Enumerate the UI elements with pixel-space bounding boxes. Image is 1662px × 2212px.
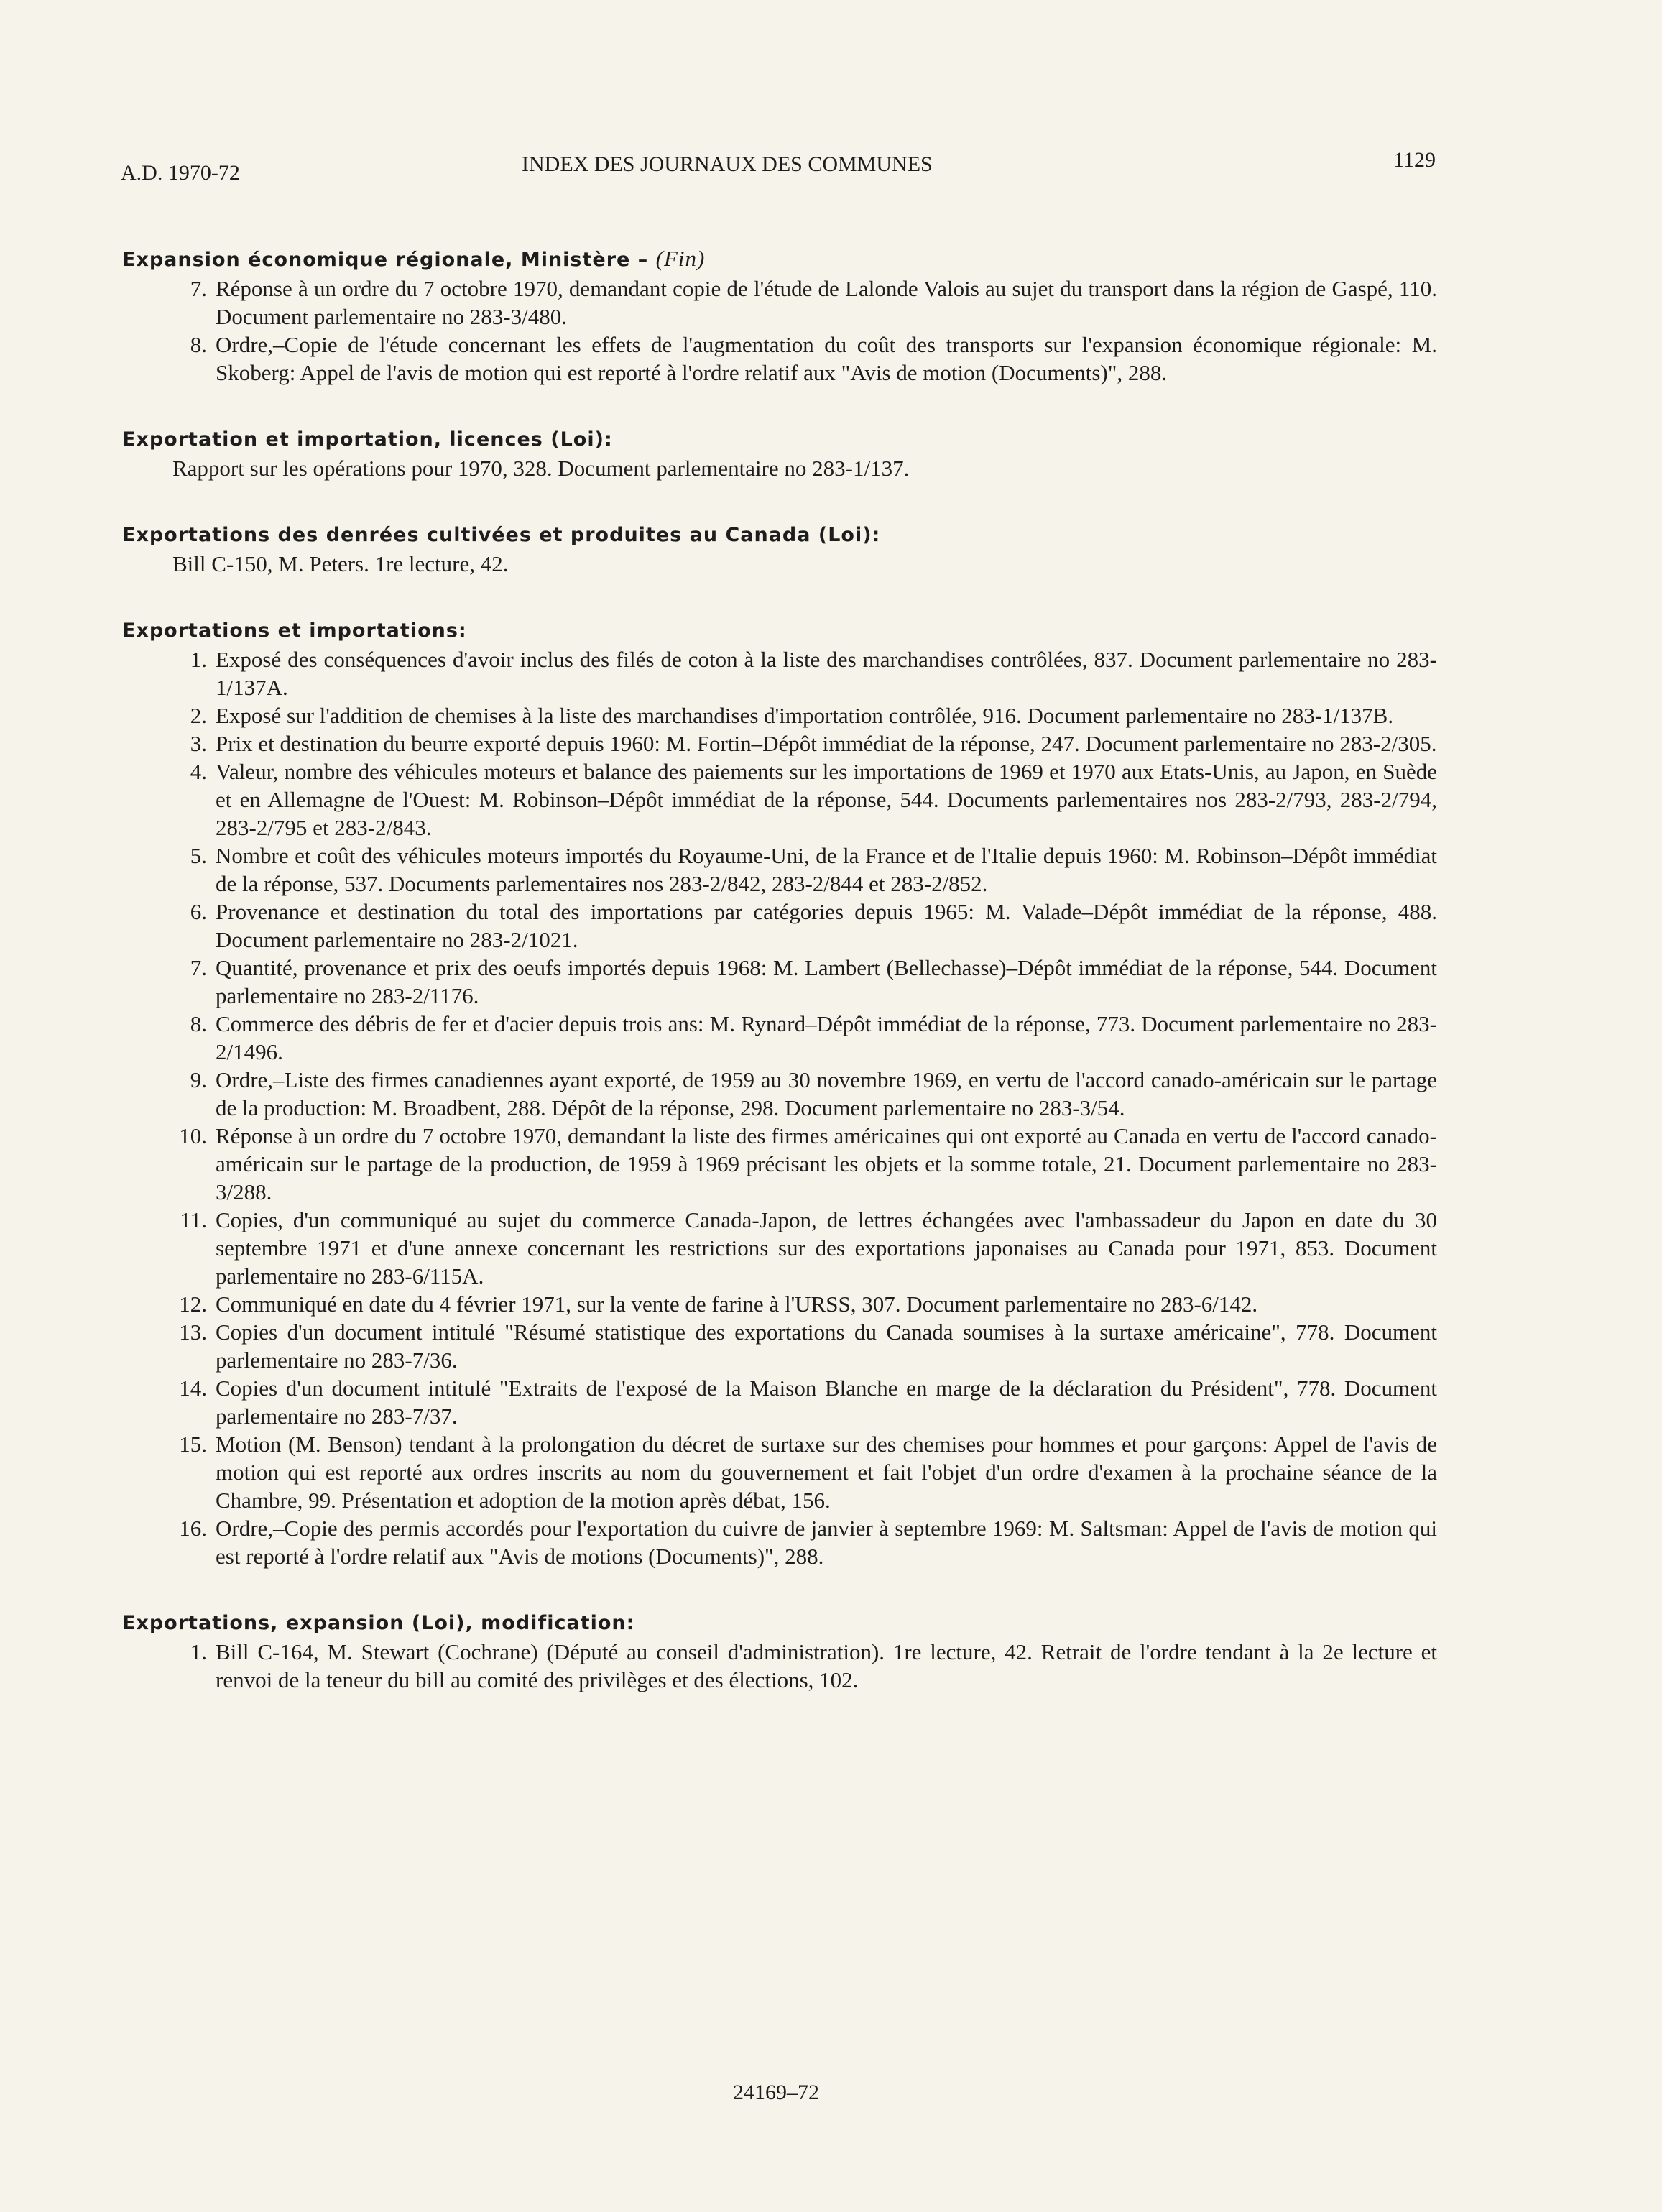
index-entry: 5. Nombre et coût des véhicules moteurs importés du Royaume-Uni, de la France et de l'Italie depuis 1960: M. Robinson–Dépôt immédiat de la réponse, 537. Documents parlementaires nos 283-2/842, 283-2/844 et 283-2/852. (190, 843, 1437, 896)
index-section (122, 617, 1437, 1570)
index-entry: 15. Motion (M. Benson) tendant à la prolongation du décret de surtaxe sur des chemises pour hommes et pour garçons: Appel de l'avis de motion qui est reporté aux ordres inscrits au nom du gouvernement et fait l'objet d'un ordre d'examen à la prochaine séance de la Chambre, 99. Présentation et adoption de la motion après débat, 156. (179, 1432, 1437, 1513)
index-entry: 4. Valeur, nombre des véhicules moteurs et balance des paiements sur les importations de 1969 et 1970 aux Etats-Unis, au Japon, en Suède et en Allemagne de l'Ouest: M. Robinson–Dépôt immédiat de la réponse, 544. Documents parlementaires nos 283-2/793, 283-2/794, 283-2/795 et 283-2/843. (190, 759, 1437, 840)
index-entry: 3. Prix et destination du beurre exporté depuis 1960: M. Fortin–Dépôt immédiat de la réponse, 247. Document parlementaire no 283-2/305. (190, 731, 1437, 756)
index-entry: 10. Réponse à un ordre du 7 octobre 1970, demandant la liste des firmes américaines qui ont exporté au Canada en vertu de l'accord canado-américain sur le partage de la production, de 1959 à 1969 précisant les objets et la somme totale, 21. Document parlementaire no 283-3/288. (179, 1123, 1437, 1204)
index-entry: 14. Copies d'un document intitulé "Extraits de l'exposé de la Maison Blanche en marge de la déclaration du Président", 778. Document parlementaire no 283-7/37. (179, 1375, 1437, 1429)
index-entry: 16. Ordre,–Copie des permis accordés pour l'exportation du cuivre de janvier à septembre 1969: M. Saltsman: Appel de l'avis de motion qui est reporté à l'ordre relatif aux "Avis de motions (Documents)", 288. (179, 1516, 1437, 1569)
index-entry: 9. Ordre,–Liste des firmes canadiennes ayant exporté, de 1959 au 30 novembre 1969, en vertu de l'accord canado-américain sur le partage de la production: M. Broadbent, 288. Dépôt de la réponse, 298. Document parlementaire no 283-3/54. (190, 1067, 1437, 1120)
index-entry: 8. Commerce des débris de fer et d'acier depuis trois ans: M. Rynard–Dépôt immédiat de la réponse, 773. Document parlementaire no 283-2/1496. (190, 1011, 1437, 1064)
index-entry: Bill C-150, M. Peters. 1re lecture, 42. (172, 551, 509, 576)
page-footer: 24169–72 (733, 2080, 819, 2104)
index-entry: Rapport sur les opérations pour 1970, 328. Document parlementaire no 283-1/137. (172, 456, 910, 481)
section-heading: Exportation et importation, licences (Loi): (122, 428, 613, 451)
index-entry: 8. Ordre,–Copie de l'étude concernant les effets de l'augmentation du coût des transports sur l'expansion économique régionale: M. Skoberg: Appel de l'avis de motion qui est reporté à l'ordre relatif aux "Avis de motion (Documents)", 288. (190, 332, 1437, 385)
index-section (122, 425, 1437, 482)
index-entry: 1. Exposé des conséquences d'avoir inclus des filés de coton à la liste des marchandises contrôlées, 837. Document parlementaire no 283-1/137A. (190, 647, 1437, 700)
section-heading: Exportations, expansion (Loi), modification: (122, 1612, 635, 1634)
section-heading: Expansion économique régionale, Ministère – (Fin) (122, 246, 706, 271)
page-number: 1129 (1393, 148, 1436, 172)
page-header (121, 148, 1436, 184)
header-title: INDEX DES JOURNAUX DES COMMUNES (522, 152, 933, 176)
index-section (122, 1609, 1437, 1694)
index-entry: 13. Copies d'un document intitulé "Résumé statistique des exportations du Canada soumises à la surtaxe américaine", 778. Document parlementaire no 283-7/36. (179, 1319, 1437, 1373)
index-entry: 1. Bill C-164, M. Stewart (Cochrane) (Député au conseil d'administration). 1re lecture, 42. Retrait de l'ordre tendant à la 2e lecture et renvoi de la teneur du bill au comité des privilèges et des élections, 102. (190, 1639, 1437, 1692)
section-heading: Exportations des denrées cultivées et produites au Canada (Loi): (122, 524, 881, 546)
index-section (122, 521, 1437, 578)
index-section (122, 244, 1437, 387)
index-content (122, 244, 1437, 1733)
section-heading: Exportations et importations: (122, 619, 467, 642)
index-entry: 7. Quantité, provenance et prix des oeufs importés depuis 1968: M. Lambert (Bellechasse)–Dépôt immédiat de la réponse, 544. Document parlementaire no 283-2/1176. (190, 955, 1437, 1008)
index-entry: 7. Réponse à un ordre du 7 octobre 1970, demandant copie de l'étude de Lalonde Valois au sujet du transport dans la région de Gaspé, 110. Document parlementaire no 283-3/480. (190, 276, 1437, 329)
index-entry: 11. Copies, d'un communiqué au sujet du commerce Canada-Japon, de lettres échangées avec l'ambassadeur du Japon en date du 30 septembre 1971 et d'une annexe concernant les restrictions sur des exportations japonaises au Canada pour 1971, 853. Document parlementaire no 283-6/115A. (180, 1207, 1437, 1289)
index-entry: 2. Exposé sur l'addition de chemises à la liste des marchandises d'importation contrôlée, 916. Document parlementaire no 283-1/137B. (190, 703, 1394, 728)
header-date-range: A.D. 1970-72 (121, 161, 240, 185)
index-entry: 12. Communiqué en date du 4 février 1971, sur la vente de farine à l'URSS, 307. Document parlementaire no 283-6/142. (179, 1291, 1258, 1317)
index-entry: 6. Provenance et destination du total des importations par catégories depuis 1965: M. Valade–Dépôt immédiat de la réponse, 488. Document parlementaire no 283-2/1021. (190, 899, 1437, 952)
